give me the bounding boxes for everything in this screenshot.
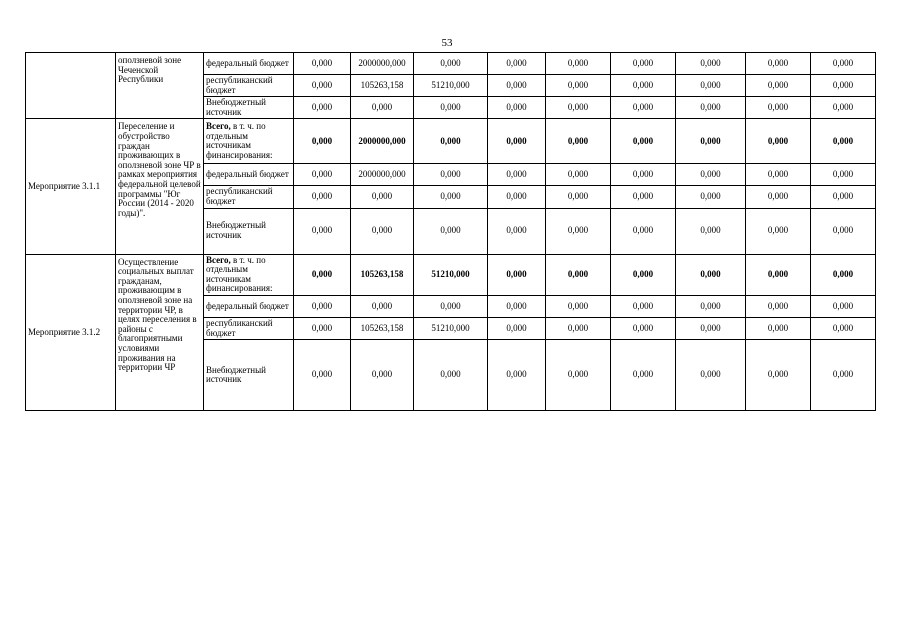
value-cell: 0,000 [488, 164, 546, 186]
source-cell [204, 295, 294, 317]
value-cell: 0,000 [746, 164, 811, 186]
value-cell: 2000000,000 [351, 53, 414, 75]
value-cell: 0,000 [746, 340, 811, 411]
source-label: Внебюджетный источник [206, 364, 266, 385]
value-cell: 0,000 [488, 75, 546, 97]
value-cell: 0,000 [676, 119, 746, 164]
value-cell: 0,000 [676, 208, 746, 254]
value-cell: 0,000 [811, 317, 876, 339]
value-cell: 0,000 [351, 295, 414, 317]
value-cell: 0,000 [488, 340, 546, 411]
source-label: федеральный бюджет [206, 169, 289, 180]
value-cell: 0,000 [611, 119, 676, 164]
value-cell: 0,000 [811, 295, 876, 317]
value-cell: 0,000 [811, 75, 876, 97]
value-cell: 0,000 [546, 208, 611, 254]
source-cell [204, 97, 294, 119]
page-number: 53 [441, 37, 453, 49]
value-cell: 0,000 [676, 186, 746, 208]
total-label: Всего, [206, 121, 231, 132]
total-label: Всего, [206, 254, 231, 265]
value-cell: 0,000 [746, 186, 811, 208]
value-cell: 0,000 [488, 97, 546, 119]
value-cell: 0,000 [611, 208, 676, 254]
value-cell: 0,000 [676, 75, 746, 97]
value-cell: 0,000 [414, 295, 488, 317]
value-cell: 0,000 [546, 164, 611, 186]
measure-cell: Мероприятие 3.1.2 [26, 254, 116, 411]
description-cell: оползневой зоне Чеченской Республики [116, 53, 204, 119]
value-cell: 0,000 [676, 254, 746, 295]
value-cell: 51210,000 [414, 317, 488, 339]
value-cell: 0,000 [611, 186, 676, 208]
value-cell: 0,000 [488, 119, 546, 164]
source-cell [204, 208, 294, 254]
value-cell: 0,000 [546, 53, 611, 75]
value-cell: 0,000 [811, 186, 876, 208]
value-cell: 0,000 [414, 119, 488, 164]
source-label: республиканский бюджет [206, 186, 273, 206]
value-cell: 0,000 [611, 254, 676, 295]
description-cell: Осуществление социальных выплат гражданам, проживающим в оползневой зоне на территории ЧР, в целях переселения в районы с благоприятными условиями проживания на территории ЧР [116, 254, 204, 411]
source-cell [204, 53, 294, 75]
value-cell: 0,000 [746, 254, 811, 295]
source-row [26, 53, 876, 75]
value-cell: 0,000 [746, 53, 811, 75]
value-cell: 0,000 [676, 340, 746, 411]
value-cell: 0,000 [294, 208, 351, 254]
value-cell: 0,000 [488, 208, 546, 254]
value-cell: 0,000 [488, 254, 546, 295]
value-cell: 105263,158 [351, 317, 414, 339]
value-cell: 0,000 [414, 53, 488, 75]
value-cell: 0,000 [676, 164, 746, 186]
table-body [26, 53, 876, 411]
value-cell: 0,000 [546, 75, 611, 97]
source-cell [204, 254, 294, 295]
description-cell: Переселение и обустройство граждан проживающих в оползневой зоне ЧР в рамках мероприятия федеральной целевой программы "Юг России (2014 - 2020 годы)". [116, 119, 204, 254]
measure-cell: Мероприятие 3.1.1 [26, 119, 116, 254]
source-cell [204, 164, 294, 186]
value-cell: 0,000 [294, 164, 351, 186]
source-cell [204, 75, 294, 97]
value-cell: 0,000 [546, 340, 611, 411]
value-cell: 0,000 [546, 97, 611, 119]
source-label: в т. ч. по отдельным источникам финансирования: [206, 254, 273, 294]
value-cell: 0,000 [294, 254, 351, 295]
value-cell: 2000000,000 [351, 164, 414, 186]
value-cell: 0,000 [294, 119, 351, 164]
value-cell: 0,000 [611, 97, 676, 119]
value-cell: 0,000 [294, 97, 351, 119]
value-cell: 0,000 [746, 75, 811, 97]
value-cell: 0,000 [351, 97, 414, 119]
value-cell: 0,000 [546, 295, 611, 317]
source-cell [204, 340, 294, 411]
value-cell: 0,000 [414, 208, 488, 254]
value-cell: 0,000 [414, 97, 488, 119]
value-cell: 105263,158 [351, 75, 414, 97]
value-cell: 0,000 [294, 186, 351, 208]
value-cell: 2000000,000 [351, 119, 414, 164]
value-cell: 0,000 [351, 340, 414, 411]
source-label: республиканский бюджет [206, 75, 273, 95]
value-cell: 0,000 [811, 208, 876, 254]
total-row [26, 119, 876, 164]
source-label: Внебюджетный источник [206, 220, 266, 241]
value-cell: 0,000 [546, 119, 611, 164]
value-cell: 0,000 [351, 186, 414, 208]
value-cell: 0,000 [546, 186, 611, 208]
value-cell: 0,000 [611, 75, 676, 97]
source-cell [204, 119, 294, 164]
value-cell: 0,000 [488, 295, 546, 317]
source-label: федеральный бюджет [206, 57, 289, 68]
value-cell: 0,000 [294, 75, 351, 97]
value-cell: 0,000 [676, 317, 746, 339]
value-cell: 0,000 [811, 340, 876, 411]
value-cell: 0,000 [611, 53, 676, 75]
source-label: в т. ч. по отдельным источникам финансирования: [206, 121, 273, 160]
value-cell: 0,000 [811, 254, 876, 295]
source-label: республиканский бюджет [206, 317, 273, 338]
value-cell: 0,000 [811, 119, 876, 164]
value-cell: 0,000 [294, 53, 351, 75]
budget-table [25, 52, 876, 411]
source-cell [204, 186, 294, 208]
value-cell: 0,000 [488, 317, 546, 339]
value-cell: 0,000 [414, 340, 488, 411]
value-cell: 0,000 [488, 53, 546, 75]
value-cell: 51210,000 [414, 75, 488, 97]
source-label: федеральный бюджет [206, 300, 289, 311]
value-cell: 0,000 [351, 208, 414, 254]
value-cell: 0,000 [676, 97, 746, 119]
value-cell: 0,000 [611, 340, 676, 411]
value-cell: 51210,000 [414, 254, 488, 295]
value-cell: 0,000 [611, 295, 676, 317]
value-cell: 0,000 [746, 208, 811, 254]
value-cell: 0,000 [676, 295, 746, 317]
value-cell: 0,000 [676, 53, 746, 75]
source-label: Внебюджетный источник [206, 97, 266, 117]
value-cell: 0,000 [546, 317, 611, 339]
value-cell: 0,000 [746, 119, 811, 164]
value-cell: 0,000 [414, 164, 488, 186]
value-cell: 0,000 [811, 164, 876, 186]
measure-cell [26, 53, 116, 119]
value-cell: 0,000 [811, 53, 876, 75]
value-cell: 0,000 [294, 295, 351, 317]
source-cell [204, 317, 294, 339]
value-cell: 0,000 [611, 317, 676, 339]
value-cell: 0,000 [746, 317, 811, 339]
value-cell: 0,000 [746, 295, 811, 317]
value-cell: 0,000 [546, 254, 611, 295]
value-cell: 105263,158 [351, 254, 414, 295]
value-cell: 0,000 [414, 186, 488, 208]
value-cell: 0,000 [294, 340, 351, 411]
value-cell: 0,000 [811, 97, 876, 119]
value-cell: 0,000 [488, 186, 546, 208]
value-cell: 0,000 [294, 317, 351, 339]
value-cell: 0,000 [611, 164, 676, 186]
value-cell: 0,000 [746, 97, 811, 119]
total-row [26, 254, 876, 295]
